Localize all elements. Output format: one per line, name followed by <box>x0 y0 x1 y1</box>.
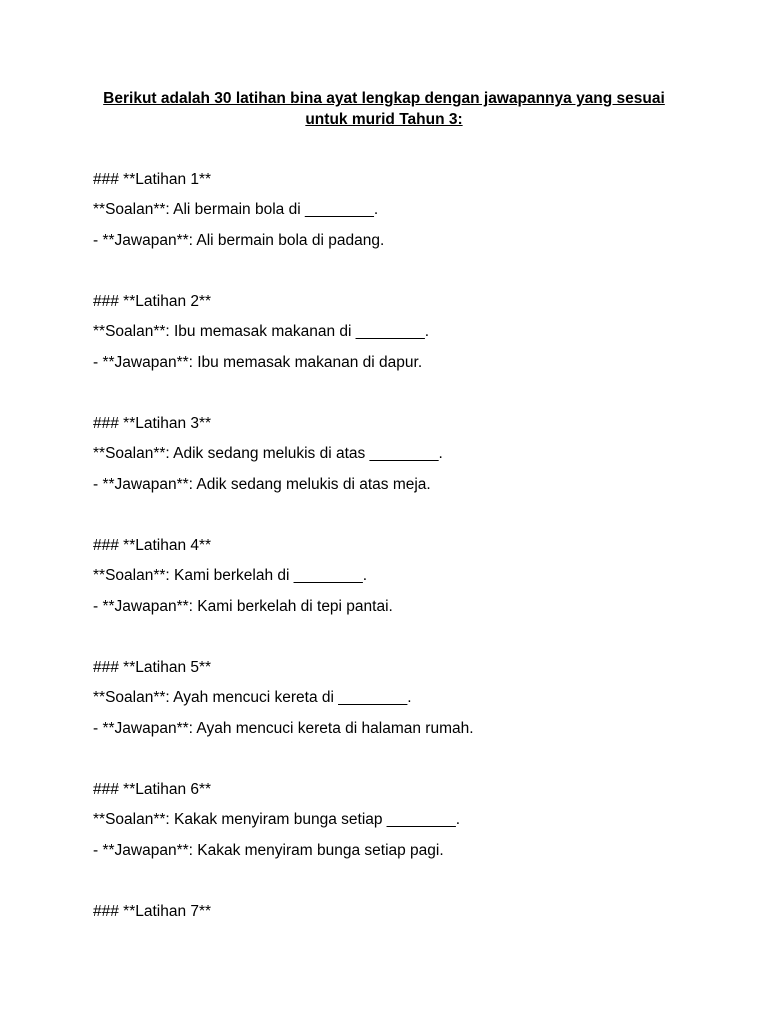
exercise-item <box>93 414 733 536</box>
exercise-answer: - **Jawapan**: Kami berkelah di tepi pantai. <box>93 598 393 615</box>
exercise-heading: ### **Latihan 2** <box>93 293 212 310</box>
exercise-item <box>93 902 733 1024</box>
exercise-item <box>93 170 733 292</box>
title-line-1: Berikut adalah 30 latihan bina ayat lengkap dengan jawapannya yang sesuai <box>103 90 665 107</box>
exercise-question: **Soalan**: Adik sedang melukis di atas ________. <box>93 445 443 462</box>
exercise-item <box>93 292 733 414</box>
exercise-question: **Soalan**: Kami berkelah di ________. <box>93 567 368 584</box>
exercise-answer: - **Jawapan**: Ayah mencuci kereta di halaman rumah. <box>93 720 474 737</box>
exercise-item <box>93 780 733 902</box>
exercise-question: **Soalan**: Ayah mencuci kereta di ________. <box>93 689 412 706</box>
exercise-heading: ### **Latihan 6** <box>93 781 212 798</box>
document-title <box>60 88 708 130</box>
exercise-answer: - **Jawapan**: Ibu memasak makanan di dapur. <box>93 354 423 371</box>
exercise-heading: ### **Latihan 3** <box>93 415 212 432</box>
exercise-heading: ### **Latihan 7** <box>93 903 212 920</box>
exercise-answer: - **Jawapan**: Ali bermain bola di padang. <box>93 232 385 249</box>
exercise-heading: ### **Latihan 1** <box>93 171 212 188</box>
exercise-answer: - **Jawapan**: Adik sedang melukis di atas meja. <box>93 476 431 493</box>
exercise-item <box>93 536 733 658</box>
exercise-answer: - **Jawapan**: Kakak menyiram bunga setiap pagi. <box>93 842 444 859</box>
exercise-heading: ### **Latihan 5** <box>93 659 212 676</box>
exercise-question: **Soalan**: Kakak menyiram bunga setiap ________. <box>93 811 461 828</box>
exercise-question: **Soalan**: Ibu memasak makanan di ________. <box>93 323 430 340</box>
exercise-list <box>93 170 733 1024</box>
exercise-item <box>93 658 733 780</box>
title-line-2: untuk murid Tahun 3: <box>305 111 463 128</box>
exercise-heading: ### **Latihan 4** <box>93 537 212 554</box>
exercise-question: **Soalan**: Ali bermain bola di ________. <box>93 201 379 218</box>
